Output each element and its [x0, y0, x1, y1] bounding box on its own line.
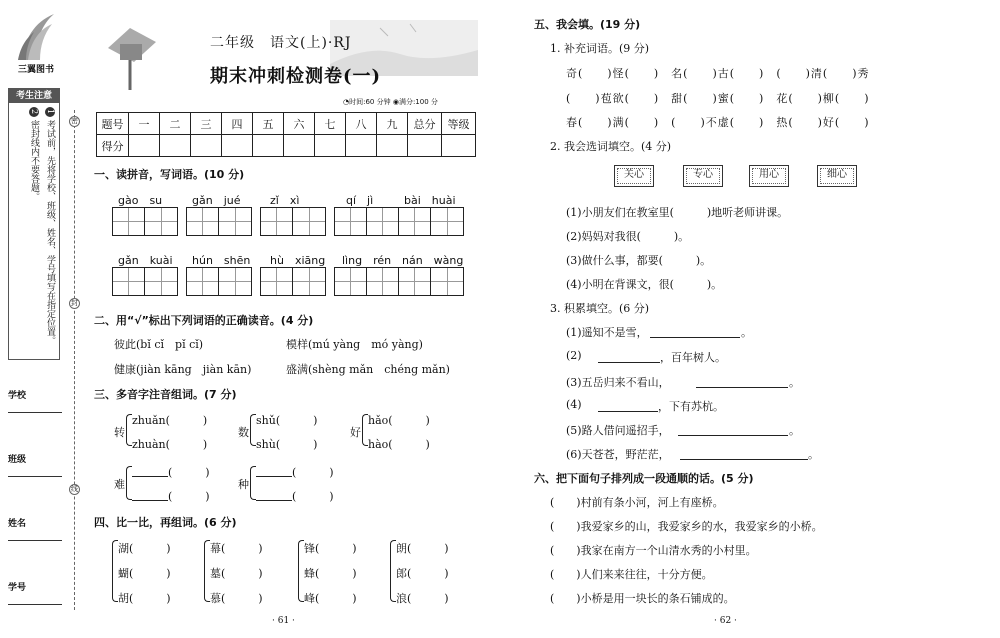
polyphone-char: 数 [238, 426, 249, 439]
score-cell[interactable] [253, 135, 284, 157]
compare-item[interactable]: 峰( ) [304, 592, 357, 605]
school-label: 学校 [8, 391, 27, 401]
section-5-title: 五、我会填。(19 分) [534, 18, 641, 31]
subsection-title: 3. 积累填空。(6 分) [550, 302, 650, 315]
polyphone-answer[interactable]: hǎo( ) [368, 414, 430, 427]
pronunciation-item[interactable]: 盛满(shèng mǎn chéng mǎn) [286, 363, 450, 376]
brace [250, 466, 256, 500]
compare-item[interactable]: 慕( ) [210, 592, 263, 605]
accumulation-item: (2) [566, 349, 582, 362]
choice-sentence[interactable]: (4)小明在背课文，很( )。 [566, 278, 723, 291]
tianzige-box[interactable] [186, 267, 252, 296]
subsection-title: 2. 我会选词填空。(4 分) [550, 140, 672, 153]
score-table-value-row [97, 135, 476, 157]
clock-icon: ◔ [343, 98, 350, 106]
pinyin-blank[interactable] [132, 476, 168, 477]
publisher-logo-icon [14, 10, 58, 70]
notice-item-2: 2 密封线内不要答题。 [27, 107, 39, 201]
pinyin-label: qí jì [346, 194, 374, 207]
score-header-cell: 九 [377, 113, 408, 135]
compare-item[interactable]: 蝴( ) [118, 567, 171, 580]
pinyin-label: hún shēn [192, 254, 251, 267]
period: 。 [789, 376, 800, 389]
exam-notice-box [8, 88, 60, 360]
tianzige-box[interactable] [112, 267, 178, 296]
section-4-title: 四、比一比，再组词。(6 分) [94, 516, 237, 529]
score-cell[interactable] [129, 135, 160, 157]
order-sentence[interactable]: ( )我家在南方一个山清水秀的小村里。 [550, 544, 757, 557]
class-field[interactable] [8, 476, 62, 477]
polyphone-char: 难 [114, 478, 125, 491]
choice-sentence[interactable]: (1)小朋友们在教室里( )地听老师讲课。 [566, 206, 789, 219]
number-2-icon: 2 [29, 107, 39, 117]
section-2-title: 二、用“√”标出下列词语的正确读音。(4 分) [94, 314, 314, 327]
accumulation-item: (4) [566, 398, 582, 411]
student-id-field[interactable] [8, 604, 62, 605]
polyphone-char: 转 [114, 426, 125, 439]
score-table-header-row [97, 113, 476, 135]
accumulation-item: (3)五岳归来不看山， [566, 376, 670, 389]
seal-mark-3: 线 [71, 485, 78, 493]
tianzige-box[interactable] [334, 267, 464, 296]
compare-item[interactable]: 胡( ) [118, 592, 171, 605]
order-sentence[interactable]: ( )村前有条小河，河上有座桥。 [550, 496, 724, 509]
class-label: 班级 [8, 455, 27, 465]
score-header-cell: 四 [222, 113, 253, 135]
score-header-cell: 等级 [442, 113, 476, 135]
score-cell[interactable] [377, 135, 408, 157]
tianzige-box[interactable] [334, 207, 464, 236]
word-card: 用心 [749, 165, 789, 187]
notice-item-1: 1 考试前，先将学校、班级、姓名、学号填写在指定位置。 [43, 107, 55, 345]
fill-word-row[interactable]: 春( )满( ) ( )不虚( ) 热( )好( ) [566, 116, 870, 129]
pinyin-label: bài huài [404, 194, 456, 207]
polyphone-answer[interactable]: zhuàn( ) [132, 438, 208, 451]
answer-blank[interactable] [678, 435, 788, 436]
pinyin-blank[interactable] [256, 476, 292, 477]
answer-blank[interactable] [598, 362, 660, 363]
score-cell[interactable] [284, 135, 315, 157]
seal-mark-2: 封 [71, 299, 78, 307]
section-1-title: 一、读拼音，写词语。(10 分) [94, 168, 245, 181]
polyphone-answer[interactable]: ( ) [292, 466, 334, 479]
polyphone-answer[interactable]: shù( ) [256, 438, 318, 451]
score-cell[interactable] [408, 135, 442, 157]
score-table [96, 112, 476, 157]
word-card: 专心 [683, 165, 723, 187]
grade-subject-label: 二年级 语文(上)·RJ [210, 35, 352, 51]
exam-meta: ◔时间:60 分钟 ◉满分:100 分 [343, 98, 438, 106]
publisher-name: 三翼图书 [17, 65, 54, 75]
answer-blank[interactable] [650, 337, 740, 338]
school-field[interactable] [8, 412, 62, 413]
name-label: 姓名 [8, 519, 27, 529]
subsection-title: 1. 补充词语。(9 分) [550, 42, 650, 55]
brace [126, 466, 132, 500]
accumulation-item: (1)遥知不是雪， [566, 326, 648, 339]
pinyin-label: hù xiāng [270, 254, 326, 267]
choice-sentence[interactable]: (3)做什么事，都要( )。 [566, 254, 712, 267]
answer-blank[interactable] [598, 411, 658, 412]
polyphone-answer[interactable]: ( ) [168, 490, 210, 503]
notice-title: 考生注意 [9, 89, 59, 103]
page-number-right: · 62 · [714, 616, 737, 626]
compare-item[interactable]: 锋( ) [304, 542, 357, 555]
name-field[interactable] [8, 540, 62, 541]
compare-item[interactable]: 幕( ) [210, 542, 263, 555]
score-cell[interactable] [191, 135, 222, 157]
accumulation-item: ，下有苏杭。 [658, 400, 724, 413]
score-header-cell: 八 [346, 113, 377, 135]
accumulation-item: (6)天苍苍，野茫茫， [566, 448, 670, 461]
score-cell[interactable] [160, 135, 191, 157]
score-header-cell: 题号 [97, 113, 129, 135]
accumulation-item: (5)路人借问遥招手， [566, 424, 670, 437]
seal-mark-1: 密 [71, 117, 78, 125]
score-header-cell: 总分 [408, 113, 442, 135]
page-number-left: · 61 · [272, 616, 295, 626]
period: 。 [808, 448, 819, 461]
tianzige-box[interactable] [186, 207, 252, 236]
seal-line [74, 110, 75, 610]
pronunciation-item[interactable]: 彼此(bǐ cǐ pǐ cǐ) [114, 338, 204, 351]
pronunciation-item[interactable]: 健康(jiàn kāng jiàn kān) [114, 363, 252, 376]
section-6-title: 六、把下面句子排列成一段通顺的话。(5 分) [534, 472, 754, 485]
order-sentence[interactable]: ( )小桥是用一块长的条石铺成的。 [550, 592, 735, 605]
polyphone-char: 种 [238, 478, 249, 491]
pinyin-label: gǎn kuài [118, 254, 173, 267]
binding-sidebar [0, 0, 72, 638]
pinyin-label: lìng rén [342, 254, 392, 267]
order-sentence[interactable]: ( )我爱家乡的山，我爱家乡的水，我爱家乡的小桥。 [550, 520, 823, 533]
pinyin-label: zǐ xì [270, 194, 300, 207]
tianzige-box[interactable] [112, 207, 178, 236]
pronunciation-item[interactable]: 模样(mú yàng mó yàng) [286, 338, 423, 351]
fill-word-row[interactable]: ( )苞欲( ) 甜( )蜜( ) 花( )柳( ) [566, 92, 870, 105]
word-card: 细心 [817, 165, 857, 187]
section-3-title: 三、多音字注音组词。(7 分) [94, 388, 237, 401]
number-1-icon: 1 [45, 107, 55, 117]
score-header-cell: 三 [191, 113, 222, 135]
order-sentence[interactable]: ( )人们来来往往，十分方便。 [550, 568, 713, 581]
score-cell[interactable] [346, 135, 377, 157]
score-cell[interactable] [315, 135, 346, 157]
check-icon: ◉ [392, 98, 399, 106]
pinyin-label: gǎn jué [192, 194, 241, 207]
compare-item[interactable]: 蜂( ) [304, 567, 357, 580]
polyphone-answer[interactable]: zhuǎn( ) [132, 414, 208, 427]
score-cell[interactable] [222, 135, 253, 157]
compare-item[interactable]: 浪( ) [396, 592, 449, 605]
score-header-cell: 五 [253, 113, 284, 135]
tianzige-box[interactable] [260, 267, 326, 296]
fill-word-row[interactable]: 奇( )怪( ) 名( )古( ) ( )清( )秀 [566, 67, 870, 80]
period: 。 [789, 424, 800, 437]
score-row-label: 得分 [97, 135, 129, 157]
polyphone-answer[interactable]: shǔ( ) [256, 414, 318, 427]
student-id-label: 学号 [8, 583, 27, 593]
polyphone-answer[interactable]: ( ) [168, 466, 210, 479]
compare-item[interactable]: 朗( ) [396, 542, 449, 555]
polyphone-char: 好 [350, 426, 361, 439]
pinyin-blank[interactable] [256, 500, 292, 501]
compare-item[interactable]: 墓( ) [210, 567, 263, 580]
answer-blank[interactable] [696, 387, 788, 388]
score-cell[interactable] [442, 135, 476, 157]
score-header-cell: 一 [129, 113, 160, 135]
exam-title: 期末冲刺检测卷(一) [210, 66, 382, 87]
pinyin-blank[interactable] [132, 500, 168, 501]
accumulation-item: ，百年树人。 [660, 351, 726, 364]
period: 。 [741, 326, 752, 339]
polyphone-answer[interactable]: ( ) [292, 490, 334, 503]
score-header-cell: 二 [160, 113, 191, 135]
score-header-cell: 七 [315, 113, 346, 135]
choice-sentence[interactable]: (2)妈妈对我很( )。 [566, 230, 690, 243]
compare-item[interactable]: 郎( ) [396, 567, 449, 580]
tianzige-box[interactable] [260, 207, 326, 236]
pinyin-label: nán wàng [402, 254, 464, 267]
polyphone-answer[interactable]: hào( ) [368, 438, 430, 451]
word-card: 关心 [614, 165, 654, 187]
compare-item[interactable]: 湖( ) [118, 542, 171, 555]
score-header-cell: 六 [284, 113, 315, 135]
pinyin-label: gào su [118, 194, 163, 207]
answer-blank[interactable] [680, 459, 808, 460]
